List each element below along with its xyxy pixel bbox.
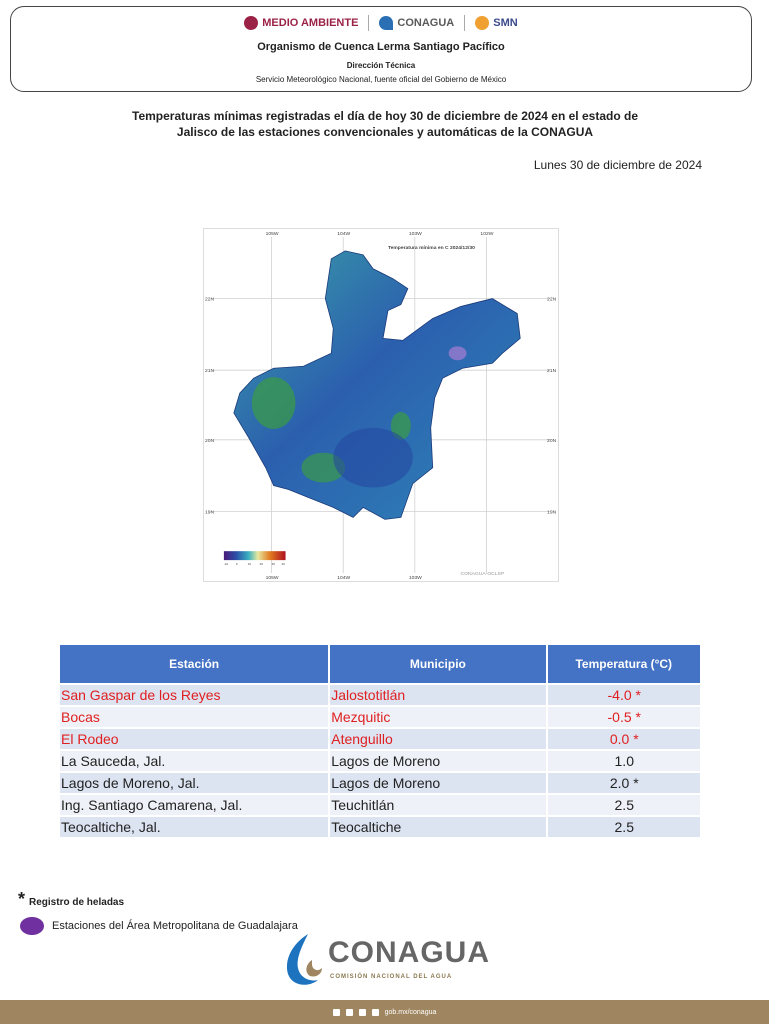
- smn-logo: SMN: [475, 16, 517, 30]
- cell-estacion: Ing. Santiago Camarena, Jal.: [60, 795, 330, 815]
- cell-municipio: Lagos de Moreno: [330, 751, 547, 771]
- colorbar-tick: 0: [235, 562, 238, 567]
- colorbar-tick: 40: [281, 562, 285, 567]
- frost-marker: *: [633, 731, 639, 747]
- lon-label-top: 105W: [265, 231, 279, 237]
- eagle-seal-icon: [244, 16, 258, 30]
- cell-temperatura: -4.0 *: [548, 685, 703, 705]
- title-line-1: Temperaturas mínimas registradas el día de hoy 30 de diciembre de 2024 en el estado de: [132, 109, 638, 123]
- lon-label-top: 104W: [337, 231, 351, 237]
- conagua-logo: CONAGUA: [379, 16, 454, 30]
- cell-estacion: El Rodeo: [60, 729, 330, 749]
- water-drop-icon: [379, 16, 393, 30]
- map-svg: [204, 229, 558, 581]
- table-row: [60, 817, 702, 837]
- lat-label-right: 22N: [547, 297, 557, 303]
- lon-label-bottom: 103W: [408, 576, 422, 581]
- purple-dot-icon: [20, 917, 44, 935]
- colorbar-tick: 30: [271, 562, 275, 567]
- legend-heladas-label: Registro de heladas: [29, 897, 125, 908]
- conagua-brand-sub: COMISIÓN NACIONAL DEL AGUA: [330, 974, 453, 980]
- lon-label-top: 103W: [408, 231, 422, 237]
- header-logos: [11, 15, 751, 31]
- lon-label-bottom: 104W: [337, 576, 351, 581]
- legend-heladas: [18, 889, 124, 910]
- table-row: [60, 773, 702, 793]
- lat-label-right: 21N: [547, 369, 557, 375]
- table-header-row: [60, 645, 702, 683]
- instagram-icon[interactable]: [359, 1009, 366, 1016]
- logo-separator: [368, 15, 369, 31]
- youtube-icon[interactable]: [372, 1009, 379, 1016]
- cell-municipio: Mezquitic: [330, 707, 547, 727]
- colorbar-tick: 20: [259, 562, 264, 567]
- title-line-2: Jalisco de las estaciones convencionales y automáticas de la CONAGUA: [176, 125, 594, 139]
- lat-label-left: 19N: [205, 510, 215, 516]
- table-row: [60, 729, 702, 749]
- lat-label-right: 20N: [547, 438, 557, 444]
- cell-temperatura: 2.5: [548, 795, 703, 815]
- cell-estacion: Bocas: [60, 707, 330, 727]
- warm-zone-west: [252, 377, 296, 429]
- asterisk-icon: *: [18, 889, 26, 909]
- colorbar: [224, 551, 286, 560]
- cold-zone-east: [333, 428, 413, 488]
- cell-municipio: Jalostotitlán: [330, 685, 547, 705]
- temperature-table: [60, 643, 702, 839]
- cell-temperatura: 2.0 *: [548, 773, 703, 793]
- table-row: [60, 795, 702, 815]
- cell-temperatura: 1.0: [548, 751, 703, 771]
- smn-source-line: Servicio Meteorológico Nacional, fuente oficial del Gobierno de México: [255, 75, 507, 84]
- conagua-wave-icon: [282, 930, 326, 990]
- frost-marker: *: [635, 687, 641, 703]
- cell-estacion: Teocaltiche, Jal.: [60, 817, 330, 837]
- lon-label-bottom: 105W: [265, 576, 279, 581]
- twitter-icon[interactable]: [346, 1009, 353, 1016]
- lon-label-top: 102W: [480, 231, 494, 237]
- cell-estacion: San Gaspar de los Reyes: [60, 685, 330, 705]
- lat-label-left: 21N: [205, 369, 215, 375]
- document-date: Lunes 30 de diciembre de 2024: [533, 158, 702, 172]
- cell-estacion: La Sauceda, Jal.: [60, 751, 330, 771]
- table-row: [60, 751, 702, 771]
- logo-separator: [464, 15, 465, 31]
- lat-label-left: 22N: [205, 297, 215, 303]
- cell-municipio: Teuchitlán: [330, 795, 547, 815]
- cell-estacion: Lagos de Moreno, Jal.: [60, 773, 330, 793]
- table-row: [60, 707, 702, 727]
- map-credit: CONAGUA-OCLSP: [460, 572, 505, 578]
- lat-label-right: 19N: [547, 510, 557, 516]
- header-box: [10, 6, 752, 92]
- direccion-label: Dirección Técnica: [346, 61, 416, 70]
- frost-marker: *: [633, 775, 639, 791]
- col-municipio: Municipio: [330, 645, 547, 683]
- lat-label-left: 20N: [205, 438, 215, 444]
- conagua-brand-name: CONAGUA: [328, 936, 490, 969]
- colorbar-tick: 10: [247, 562, 252, 567]
- footer-site-link[interactable]: gob.mx/conagua: [384, 1008, 437, 1016]
- frost-zone-northeast: [449, 346, 467, 360]
- legend-metro-label: Estaciones del Área Metropolitana de Guadalajara: [52, 920, 298, 932]
- sun-cloud-icon: [475, 16, 489, 30]
- map-title: Temperatura mínima en C 2024/12/30: [387, 245, 475, 251]
- document-title: [60, 108, 710, 140]
- cell-municipio: Teocaltiche: [330, 817, 547, 837]
- table-row: [60, 685, 702, 705]
- facebook-icon[interactable]: [333, 1009, 340, 1016]
- conagua-brand: [282, 930, 502, 990]
- footer-bar: [0, 1000, 769, 1024]
- frost-marker: *: [635, 709, 641, 725]
- cell-temperatura: 0.0 *: [548, 729, 703, 749]
- cell-temperatura: -0.5 *: [548, 707, 703, 727]
- cell-municipio: Lagos de Moreno: [330, 773, 547, 793]
- temperature-map: [203, 228, 559, 582]
- organismo-title: Organismo de Cuenca Lerma Santiago Pacífico: [257, 41, 505, 53]
- col-temperatura: Temperatura (°C): [548, 645, 703, 683]
- medio-ambiente-logo: MEDIO AMBIENTE: [244, 16, 358, 30]
- colorbar-tick: -10: [223, 562, 229, 567]
- legend-metro: [20, 917, 298, 935]
- cell-temperatura: 2.5: [548, 817, 703, 837]
- col-estacion: Estación: [60, 645, 330, 683]
- cell-municipio: Atenguillo: [330, 729, 547, 749]
